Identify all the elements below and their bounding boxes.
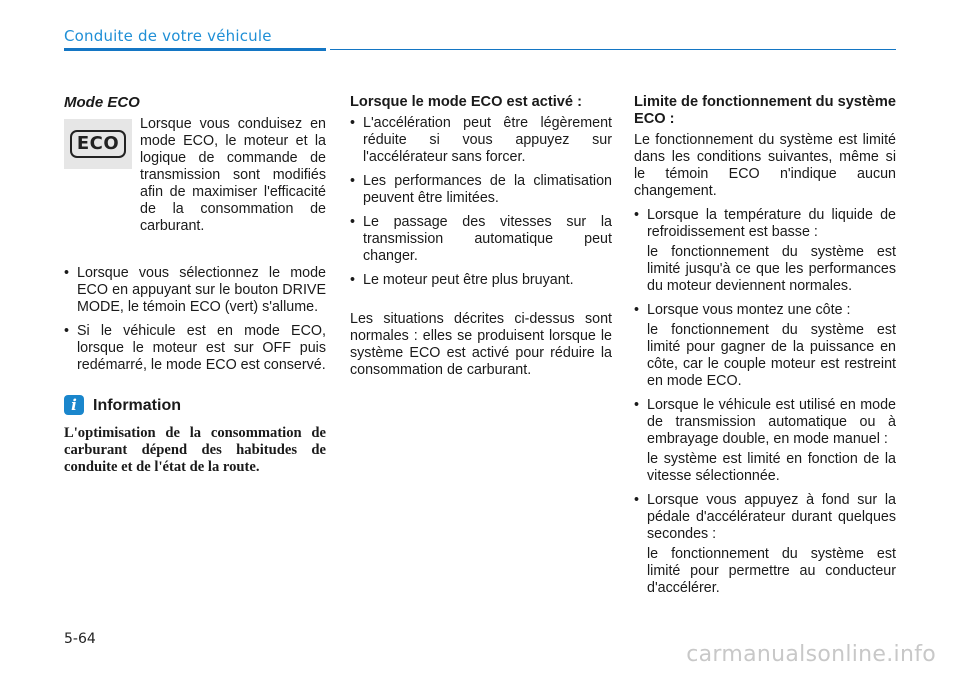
list-item: • Lorsque vous sélectionnez le mode ECO en appuyant sur le bouton DRIVE MODE, le témoin ECO (vert) s'allume. bbox=[64, 265, 326, 316]
list-item-text: Lorsque vous montez une côte : bbox=[647, 302, 851, 318]
list-item-text: Lorsque vous appuyez à fond sur la pédale d'accélérateur durant quelques secondes : bbox=[647, 492, 896, 542]
list-item: • L'accélération peut être légèrement réduite si vous appuyez sur l'accélérateur sans forcer. bbox=[350, 115, 612, 166]
eco-intro-text: Lorsque vous conduisez en mode ECO, le moteur et la logique de commande de transmission sont modifiés afin de maximiser l'efficacité de la consommation de carburant. bbox=[140, 116, 326, 234]
list-item bbox=[634, 302, 896, 390]
information-text: L'optimisation de la consommation de carburant dépend des habitudes de conduite et de l'état de la route. bbox=[64, 425, 326, 475]
column-eco-limits bbox=[634, 94, 896, 597]
eco-active-heading: Lorsque le mode ECO est activé : bbox=[350, 94, 582, 110]
watermark: carmanualsonline.info bbox=[686, 642, 936, 667]
eco-active-bullets bbox=[350, 115, 612, 289]
list-item-detail: le fonctionnement du système est limité pour gagner de la puissance en côte, car le couple moteur est restreint en mode ECO. bbox=[647, 322, 896, 389]
mode-eco-heading: Mode ECO bbox=[64, 94, 140, 111]
list-item-text: Lorsque la température du liquide de refroidissement est basse : bbox=[647, 207, 896, 240]
column-mode-eco bbox=[64, 94, 326, 476]
eco-active-paragraph: Les situations décrites ci-dessus sont normales : elles se produisent lorsque le système ECO est activé pour réduire la consommation de carburant. bbox=[350, 311, 612, 378]
mode-eco-bullets bbox=[64, 265, 326, 374]
list-item-detail: le fonctionnement du système est limité jusqu'à ce que les performances du moteur deviennent normales. bbox=[647, 244, 896, 294]
list-item-text: Lorsque le véhicule est utilisé en mode de transmission automatique ou à embrayage double, en mode manuel : bbox=[647, 397, 896, 447]
eco-intro-block bbox=[64, 116, 326, 262]
section-title: Conduite de votre véhicule bbox=[64, 27, 272, 45]
list-item bbox=[634, 207, 896, 295]
list-item-detail: le système est limité en fonction de la vitesse sélectionnée. bbox=[647, 451, 896, 484]
eco-limits-heading: Limite de fonctionnement du système ECO : bbox=[634, 94, 896, 127]
eco-limits-bullets bbox=[634, 207, 896, 597]
list-item: • Les performances de la climatisation peuvent être limitées. bbox=[350, 173, 612, 207]
information-header bbox=[64, 395, 326, 415]
list-item: • Si le véhicule est en mode ECO, lorsque le moteur est sur OFF puis redémarré, le mode ECO est conservé. bbox=[64, 323, 326, 374]
info-icon: i bbox=[64, 395, 84, 415]
information-title: Information bbox=[93, 396, 181, 414]
list-item: • Le passage des vitesses sur la transmission automatique peut changer. bbox=[350, 214, 612, 265]
list-item bbox=[634, 397, 896, 485]
header-rule-thin bbox=[330, 49, 896, 50]
list-item bbox=[634, 492, 896, 597]
list-item: • Le moteur peut être plus bruyant. bbox=[350, 272, 612, 289]
eco-indicator-label: ECO bbox=[70, 130, 126, 158]
eco-indicator-icon bbox=[64, 119, 132, 169]
header-rule-thick bbox=[64, 48, 326, 51]
list-item-detail: le fonctionnement du système est limité pour permettre au conducteur d'accélérer. bbox=[647, 546, 896, 596]
column-eco-active bbox=[350, 94, 612, 379]
eco-limits-intro: Le fonctionnement du système est limité dans les conditions suivantes, même si le témoin ECO n'indique aucun changement. bbox=[634, 132, 896, 199]
page-number: 5-64 bbox=[64, 631, 96, 647]
